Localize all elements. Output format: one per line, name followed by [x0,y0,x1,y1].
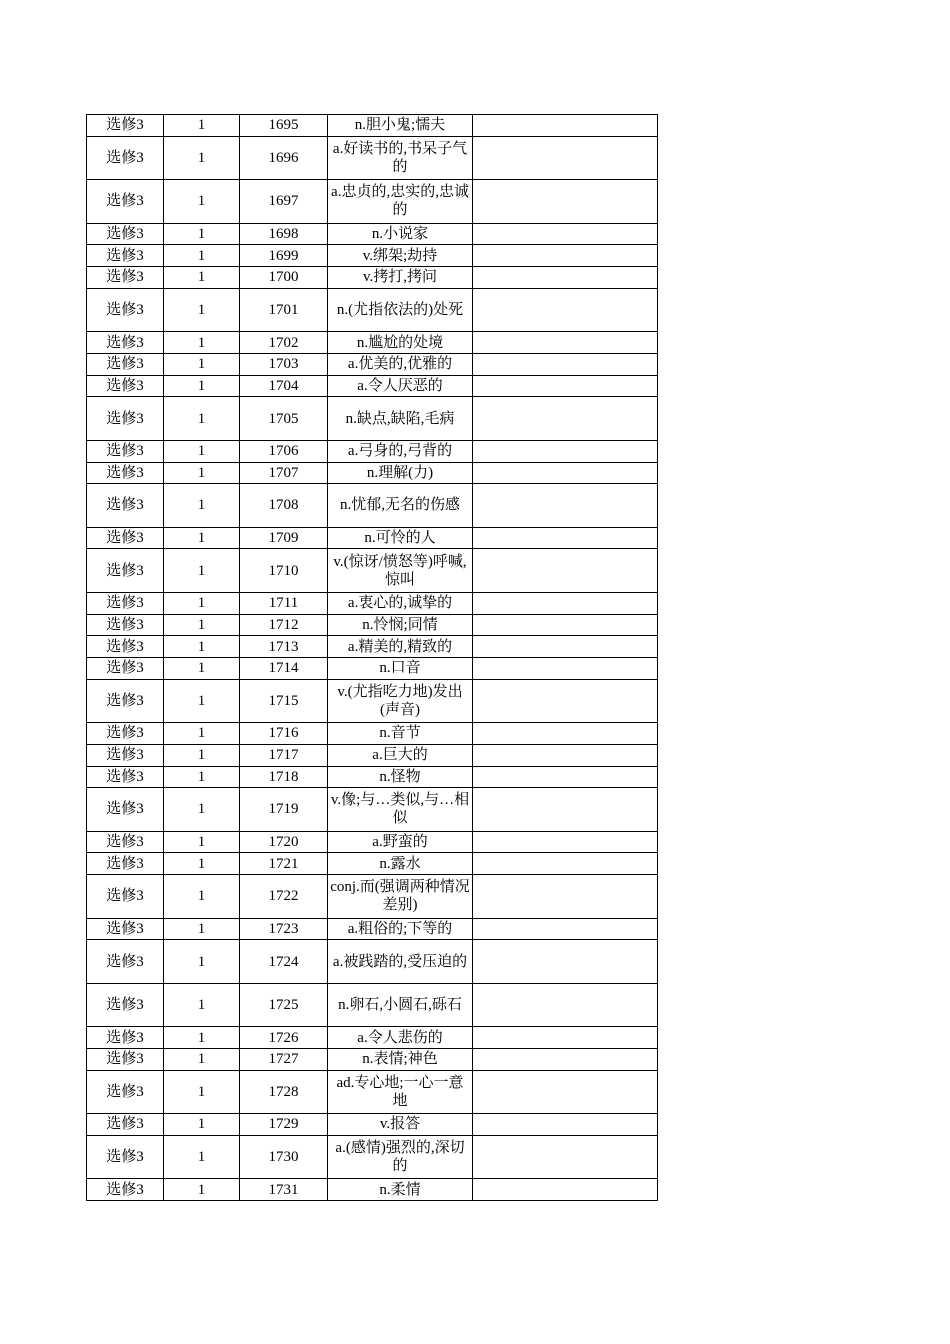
cell-unit: 1 [164,1179,240,1201]
cell-blank [473,267,658,289]
cell-blank [473,875,658,919]
cell-blank [473,115,658,137]
cell-meaning: n.卵石,小圆石,砾石 [328,983,473,1027]
cell-unit: 1 [164,875,240,919]
cell-word-number: 1715 [240,679,328,723]
table-row [87,853,658,875]
cell-word-number: 1711 [240,592,328,614]
cell-word-number: 1723 [240,918,328,940]
cell-word-number: 1699 [240,245,328,267]
cell-word-number: 1730 [240,1135,328,1179]
cell-word-number: 1706 [240,440,328,462]
cell-unit: 1 [164,1048,240,1070]
cell-book: 选修3 [87,983,164,1027]
cell-word-number: 1701 [240,288,328,332]
table-row [87,223,658,245]
cell-meaning: n.尴尬的处境 [328,332,473,354]
cell-book: 选修3 [87,332,164,354]
cell-word-number: 1720 [240,831,328,853]
table-row [87,1070,658,1114]
cell-unit: 1 [164,983,240,1027]
cell-meaning: n.缺点,缺陷,毛病 [328,397,473,441]
cell-blank [473,136,658,180]
cell-meaning: a.好读书的,书呆子气的 [328,136,473,180]
cell-book: 选修3 [87,353,164,375]
cell-word-number: 1697 [240,180,328,224]
cell-book: 选修3 [87,1114,164,1136]
table-row [87,766,658,788]
cell-word-number: 1714 [240,657,328,679]
cell-book: 选修3 [87,245,164,267]
cell-unit: 1 [164,853,240,875]
cell-word-number: 1731 [240,1179,328,1201]
cell-meaning: conj.而(强调两种情况差别) [328,875,473,919]
cell-word-number: 1708 [240,484,328,528]
cell-book: 选修3 [87,940,164,984]
cell-unit: 1 [164,940,240,984]
cell-meaning: a.令人厌恶的 [328,375,473,397]
table-row [87,831,658,853]
cell-book: 选修3 [87,440,164,462]
cell-word-number: 1729 [240,1114,328,1136]
table-row [87,636,658,658]
table-row [87,440,658,462]
table-row [87,267,658,289]
cell-unit: 1 [164,679,240,723]
cell-book: 选修3 [87,853,164,875]
table-row [87,332,658,354]
cell-meaning: n.小说家 [328,223,473,245]
table-row [87,375,658,397]
cell-book: 选修3 [87,636,164,658]
cell-blank [473,744,658,766]
cell-unit: 1 [164,614,240,636]
cell-meaning: n.口音 [328,657,473,679]
cell-unit: 1 [164,440,240,462]
table-row [87,136,658,180]
table-row [87,657,658,679]
cell-word-number: 1713 [240,636,328,658]
cell-book: 选修3 [87,918,164,940]
table-row [87,614,658,636]
table-row [87,549,658,593]
cell-unit: 1 [164,549,240,593]
cell-blank [473,440,658,462]
table-row [87,1135,658,1179]
cell-book: 选修3 [87,267,164,289]
cell-unit: 1 [164,788,240,832]
cell-meaning: a.优美的,优雅的 [328,353,473,375]
cell-word-number: 1724 [240,940,328,984]
cell-meaning: v.像;与…类似,与…相似 [328,788,473,832]
cell-book: 选修3 [87,1027,164,1049]
cell-blank [473,614,658,636]
table-row [87,744,658,766]
table-row [87,875,658,919]
cell-meaning: n.理解(力) [328,462,473,484]
cell-word-number: 1700 [240,267,328,289]
cell-unit: 1 [164,1027,240,1049]
cell-blank [473,180,658,224]
cell-book: 选修3 [87,527,164,549]
cell-word-number: 1727 [240,1048,328,1070]
cell-word-number: 1722 [240,875,328,919]
cell-book: 选修3 [87,1070,164,1114]
cell-book: 选修3 [87,723,164,745]
cell-blank [473,657,658,679]
cell-word-number: 1702 [240,332,328,354]
cell-unit: 1 [164,1070,240,1114]
cell-blank [473,245,658,267]
cell-blank [473,853,658,875]
cell-meaning: v.拷打,拷问 [328,267,473,289]
cell-blank [473,636,658,658]
cell-unit: 1 [164,332,240,354]
cell-blank [473,1070,658,1114]
cell-word-number: 1721 [240,853,328,875]
cell-blank [473,375,658,397]
table-row [87,484,658,528]
cell-word-number: 1710 [240,549,328,593]
cell-meaning: a.巨大的 [328,744,473,766]
cell-blank [473,397,658,441]
cell-blank [473,788,658,832]
cell-meaning: n.怜悯;同情 [328,614,473,636]
cell-meaning: a.衷心的,诚挚的 [328,592,473,614]
cell-word-number: 1726 [240,1027,328,1049]
cell-blank [473,1048,658,1070]
cell-book: 选修3 [87,375,164,397]
cell-unit: 1 [164,484,240,528]
cell-book: 选修3 [87,1179,164,1201]
cell-blank [473,766,658,788]
cell-book: 选修3 [87,115,164,137]
table-row [87,940,658,984]
cell-meaning: n.表情;神色 [328,1048,473,1070]
cell-blank [473,332,658,354]
cell-blank [473,527,658,549]
cell-unit: 1 [164,1135,240,1179]
cell-meaning: a.令人悲伤的 [328,1027,473,1049]
table-row [87,1027,658,1049]
cell-blank [473,592,658,614]
cell-unit: 1 [164,180,240,224]
cell-book: 选修3 [87,1048,164,1070]
cell-blank [473,831,658,853]
cell-meaning: n.忧郁,无名的伤感 [328,484,473,528]
cell-book: 选修3 [87,875,164,919]
cell-word-number: 1725 [240,983,328,1027]
cell-book: 选修3 [87,788,164,832]
cell-blank [473,1027,658,1049]
cell-blank [473,484,658,528]
cell-meaning: ad.专心地;一心一意地 [328,1070,473,1114]
cell-book: 选修3 [87,614,164,636]
cell-book: 选修3 [87,1135,164,1179]
cell-unit: 1 [164,592,240,614]
cell-book: 选修3 [87,288,164,332]
cell-word-number: 1695 [240,115,328,137]
table-row [87,918,658,940]
table-row [87,462,658,484]
cell-meaning: n.音节 [328,723,473,745]
cell-unit: 1 [164,223,240,245]
cell-blank [473,723,658,745]
cell-book: 选修3 [87,484,164,528]
cell-meaning: a.忠贞的,忠实的,忠诚的 [328,180,473,224]
cell-word-number: 1718 [240,766,328,788]
table-row [87,592,658,614]
table-row [87,115,658,137]
cell-book: 选修3 [87,223,164,245]
cell-blank [473,983,658,1027]
cell-book: 选修3 [87,136,164,180]
cell-unit: 1 [164,288,240,332]
cell-meaning: a.弓身的,弓背的 [328,440,473,462]
table-row [87,288,658,332]
cell-blank [473,1179,658,1201]
cell-meaning: n.胆小鬼;懦夫 [328,115,473,137]
cell-unit: 1 [164,831,240,853]
table-row [87,723,658,745]
cell-unit: 1 [164,527,240,549]
cell-unit: 1 [164,1114,240,1136]
cell-unit: 1 [164,397,240,441]
cell-word-number: 1717 [240,744,328,766]
cell-meaning: a.被践踏的,受压迫的 [328,940,473,984]
cell-unit: 1 [164,245,240,267]
cell-unit: 1 [164,115,240,137]
cell-blank [473,918,658,940]
cell-word-number: 1728 [240,1070,328,1114]
table-row [87,788,658,832]
cell-unit: 1 [164,918,240,940]
cell-blank [473,1114,658,1136]
cell-meaning: v.(惊讶/愤怒等)呼喊,惊叫 [328,549,473,593]
table-row [87,245,658,267]
cell-word-number: 1716 [240,723,328,745]
cell-blank [473,462,658,484]
vocabulary-table [86,114,658,1201]
cell-unit: 1 [164,636,240,658]
cell-blank [473,353,658,375]
cell-meaning: a.(感情)强烈的,深切的 [328,1135,473,1179]
cell-unit: 1 [164,375,240,397]
cell-blank [473,940,658,984]
cell-book: 选修3 [87,549,164,593]
table-row [87,353,658,375]
vocabulary-table-body [87,115,658,1201]
cell-meaning: n.柔情 [328,1179,473,1201]
cell-word-number: 1703 [240,353,328,375]
cell-book: 选修3 [87,397,164,441]
cell-unit: 1 [164,267,240,289]
table-row [87,679,658,723]
table-row [87,1114,658,1136]
table-row [87,1179,658,1201]
cell-word-number: 1705 [240,397,328,441]
cell-meaning: v.绑架;劫持 [328,245,473,267]
table-row [87,527,658,549]
cell-book: 选修3 [87,657,164,679]
cell-meaning: v.(尤指吃力地)发出(声音) [328,679,473,723]
table-row [87,983,658,1027]
cell-unit: 1 [164,657,240,679]
cell-book: 选修3 [87,679,164,723]
cell-word-number: 1704 [240,375,328,397]
cell-word-number: 1719 [240,788,328,832]
cell-blank [473,679,658,723]
cell-word-number: 1696 [240,136,328,180]
table-row [87,397,658,441]
table-row [87,1048,658,1070]
cell-blank [473,1135,658,1179]
cell-meaning: a.野蛮的 [328,831,473,853]
cell-book: 选修3 [87,462,164,484]
cell-word-number: 1709 [240,527,328,549]
cell-meaning: a.精美的,精致的 [328,636,473,658]
cell-meaning: a.粗俗的;下等的 [328,918,473,940]
cell-book: 选修3 [87,744,164,766]
cell-unit: 1 [164,766,240,788]
cell-blank [473,549,658,593]
cell-meaning: n.可怜的人 [328,527,473,549]
cell-book: 选修3 [87,592,164,614]
table-row [87,180,658,224]
cell-unit: 1 [164,723,240,745]
cell-meaning: n.(尤指依法的)处死 [328,288,473,332]
cell-unit: 1 [164,744,240,766]
cell-meaning: n.露水 [328,853,473,875]
cell-meaning: n.怪物 [328,766,473,788]
cell-blank [473,223,658,245]
cell-word-number: 1698 [240,223,328,245]
cell-word-number: 1707 [240,462,328,484]
cell-book: 选修3 [87,180,164,224]
cell-unit: 1 [164,353,240,375]
cell-unit: 1 [164,136,240,180]
cell-meaning: v.报答 [328,1114,473,1136]
cell-blank [473,288,658,332]
cell-word-number: 1712 [240,614,328,636]
cell-unit: 1 [164,462,240,484]
cell-book: 选修3 [87,766,164,788]
cell-book: 选修3 [87,831,164,853]
